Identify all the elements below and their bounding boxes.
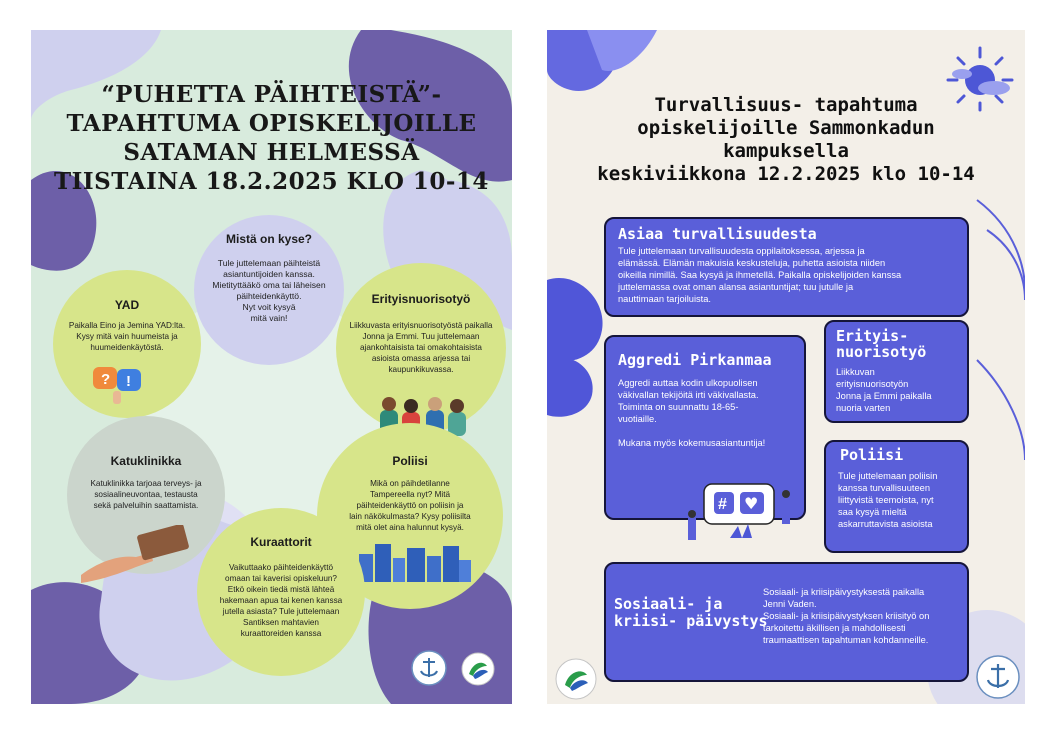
yad-line: Paikalla Eino ja Jemina YAD:lta. (68, 321, 186, 330)
erityis-line: Jonna ja Emmi paikalla (836, 391, 932, 401)
mista-line: Tule juttelemaan päihteistä (217, 258, 321, 268)
right-title-line-3: kampuksella (723, 140, 849, 162)
katu-line: sekä palveluihin saattamista. (93, 501, 199, 510)
aggredi-line: väkivallan tekijöitä irti väkivallasta. (618, 390, 759, 400)
asiaa-line: nauttimaan tarjoiluista. (618, 294, 712, 304)
svg-text:!: ! (126, 373, 131, 390)
left-title-line-4: TIISTAINA 18.2.2025 KLO 10-14 (54, 168, 489, 195)
aggredi-line: Mukana myös kokemusasiantuntija! (618, 438, 766, 448)
katu-line: Katuklinikka tarjoaa terveys- ja (90, 479, 202, 488)
box-erityis-title (836, 328, 926, 360)
poliisi-line: askarruttavista asioista (838, 519, 933, 529)
sosiaali-line: Jenni Vaden. (763, 599, 817, 609)
aggredi-line: vuotiaille. (618, 414, 657, 424)
kura-line: jutella asiasta? Tule juttelemaan (222, 607, 340, 616)
section-kura-title: Kuraattorit (250, 535, 312, 549)
poliisi-line: saa kysyä mieltä (838, 507, 907, 517)
box-sosiaali-title (614, 596, 768, 630)
kura-line: Etkö oikein tiedä mistä lähteä (227, 585, 335, 594)
mista-line: Nyt voit kysyä (242, 302, 296, 312)
kura-line: kuraattoreiden kanssa (240, 629, 322, 638)
left-title-line-2: TAPAHTUMA OPISKELIJOILLE (66, 110, 477, 137)
kura-line: Vaikuttaako päihteidenkäyttö (228, 563, 334, 572)
box-poliisi-text (838, 470, 968, 530)
box-aggredi-title: Aggredi Pirkanmaa (618, 351, 772, 369)
rahoittama-logo-icon (555, 658, 597, 700)
box-aggredi-text (618, 377, 803, 449)
anchor-logo-icon (411, 650, 447, 686)
aggredi-spacer (618, 425, 803, 437)
section-erityis-text (337, 320, 505, 375)
svg-text:?: ? (101, 371, 111, 388)
sosiaali-line: Sosiaali- ja kriisipäivystyksen kriisityö on (763, 611, 930, 621)
helping-hands-illustration (81, 525, 191, 585)
section-katu-title: Katuklinikka (110, 454, 182, 468)
sosiaali-title-line: Sosiaali- ja (614, 595, 723, 613)
erityis-line: asioista omassa arjessa tai (371, 354, 471, 363)
erityis-line: ajankohtaisista tai omakohtaisista (360, 343, 482, 352)
sosiaali-line: Sosiaali- ja kriisipäivystyksestä paikalla (763, 587, 925, 597)
rahoittama-logo-icon (461, 652, 495, 686)
box-asiaa-title: Asiaa turvallisuudesta (618, 225, 817, 243)
erityis-line: Liikkuvan (836, 367, 875, 377)
speech-bubbles-icon (91, 363, 143, 405)
katu-line: sosiaalineuvontaa, testausta (94, 490, 198, 499)
right-title-line-1: Turvallisuus- tapahtuma (654, 94, 918, 116)
erityis-title-line: Erityis- (836, 327, 909, 345)
section-erityis-title: Erityisnuorisotyö (371, 292, 471, 306)
section-kura-text (201, 562, 361, 639)
section-mista-title: Mistä on kyse? (225, 232, 313, 246)
erityis-line: kaupunkikuvassa. (388, 365, 454, 374)
erityis-line: erityisnuorisotyön (836, 379, 909, 389)
section-yad-title: YAD (114, 298, 140, 312)
left-title-line-3: SATAMAN HELMESSÄ (123, 139, 420, 166)
kura-line: Santiksen mahtavien (242, 618, 319, 627)
kura-line: hakemaan apua tai kenen kanssa (219, 596, 343, 605)
poliisi-line: Tampereella nyt? Mitä (369, 490, 451, 499)
left-poster-title (31, 80, 512, 196)
poliisi-line: kanssa turvallisuuteen (838, 483, 930, 493)
city-skyline-illustration (359, 540, 471, 582)
poliisi-line: Mikä on päihdetilanne (370, 479, 450, 488)
yad-line: Kysy mitä vain huumeista ja (76, 332, 178, 341)
mista-line: päihteidenkäyttö. (236, 291, 302, 301)
box-asiaa-text (618, 245, 963, 305)
yad-line: huumeidenkäytöstä. (90, 343, 164, 352)
poster-turvallisuus-tapahtuma (547, 30, 1025, 704)
mista-line: mitä vain! (250, 313, 288, 323)
asiaa-line: Tule juttelemaan turvallisuudesta oppilaitoksessa, arjessa ja (618, 246, 865, 256)
left-title-line-1: “PUHETTA PÄIHTEISTÄ”- (101, 81, 442, 108)
poliisi-line: Tule juttelemaan poliisin (838, 471, 938, 481)
asiaa-line: oikeilla nimillä. Saa kysyä ja ihmetellä. Paikalla opiskelijoiden kanssa (618, 270, 902, 280)
right-title-line-4: keskiviikkona 12.2.2025 klo 10-14 (597, 163, 975, 185)
chat-heart-symbol: ♥ (744, 494, 759, 513)
sosiaali-line: tarkoitettu äkillisen ja mahdollisesti (763, 623, 906, 633)
poliisi-line: päihteidenkäyttö on poliisin ja (356, 501, 464, 510)
poliisi-line: lain näkökulmasta? Kysy poliisilta (349, 512, 471, 521)
aggredi-line: Toiminta on suunnattu 18-65- (618, 402, 739, 412)
sosiaali-line: traumaattisen tapahtuman kohdanneille. (763, 635, 929, 645)
box-erityisnuorisotyo (824, 320, 969, 423)
section-yad-text (61, 320, 193, 353)
section-katu-text (73, 478, 219, 511)
box-sosiaali-kriisipaivystys (604, 562, 969, 682)
erityis-line: Liikkuvasta erityisnuorisotyöstä paikalla (349, 321, 493, 330)
poliisi-line: liittyvistä teemoista, nyt (838, 495, 934, 505)
sosiaali-title-line: kriisi- päivystys (614, 612, 768, 630)
right-title-line-2: opiskelijoille Sammonkadun (637, 117, 935, 139)
mista-line: Mietityttääkö oma tai läheisen (212, 280, 326, 290)
section-mista-text (201, 258, 337, 324)
box-erityis-text (836, 366, 966, 414)
chat-people-illustration (682, 478, 802, 550)
poster-puhetta-paihteista (31, 30, 512, 704)
aggredi-line: Aggredi auttaa kodin ulkopuolisen (618, 378, 758, 388)
anchor-logo-icon (975, 654, 1021, 700)
erityis-title-line: nuorisotyö (836, 343, 927, 361)
mista-line: asiantuntijoiden kanssa. (223, 269, 315, 279)
erityis-line: Jonna ja Emmi. Tuu juttelemaan (362, 332, 480, 341)
poliisi-line: mitä olet aina halunnut kysyä. (356, 523, 464, 532)
box-asiaa-turvallisuudesta (604, 217, 969, 317)
asiaa-line: juttelemassa ovat oman alansa asiantuntijat; tuu jutulle ja (618, 282, 854, 292)
erityis-line: nuoria varten (836, 403, 891, 413)
kura-line: omaan tai kaverisi opiskeluun? (225, 574, 337, 583)
section-poliisi-text (327, 478, 493, 533)
right-poster-title (547, 94, 1025, 186)
box-poliisi (824, 440, 969, 553)
chat-hash-symbol: # (718, 496, 727, 513)
section-poliisi-title: Poliisi (392, 454, 428, 468)
asiaa-line: elämässä. Elämän makuisia keskusteluja, puhetta asioista niiden (618, 258, 886, 268)
box-poliisi-title: Poliisi (840, 446, 904, 464)
box-sosiaali-text (763, 586, 965, 646)
